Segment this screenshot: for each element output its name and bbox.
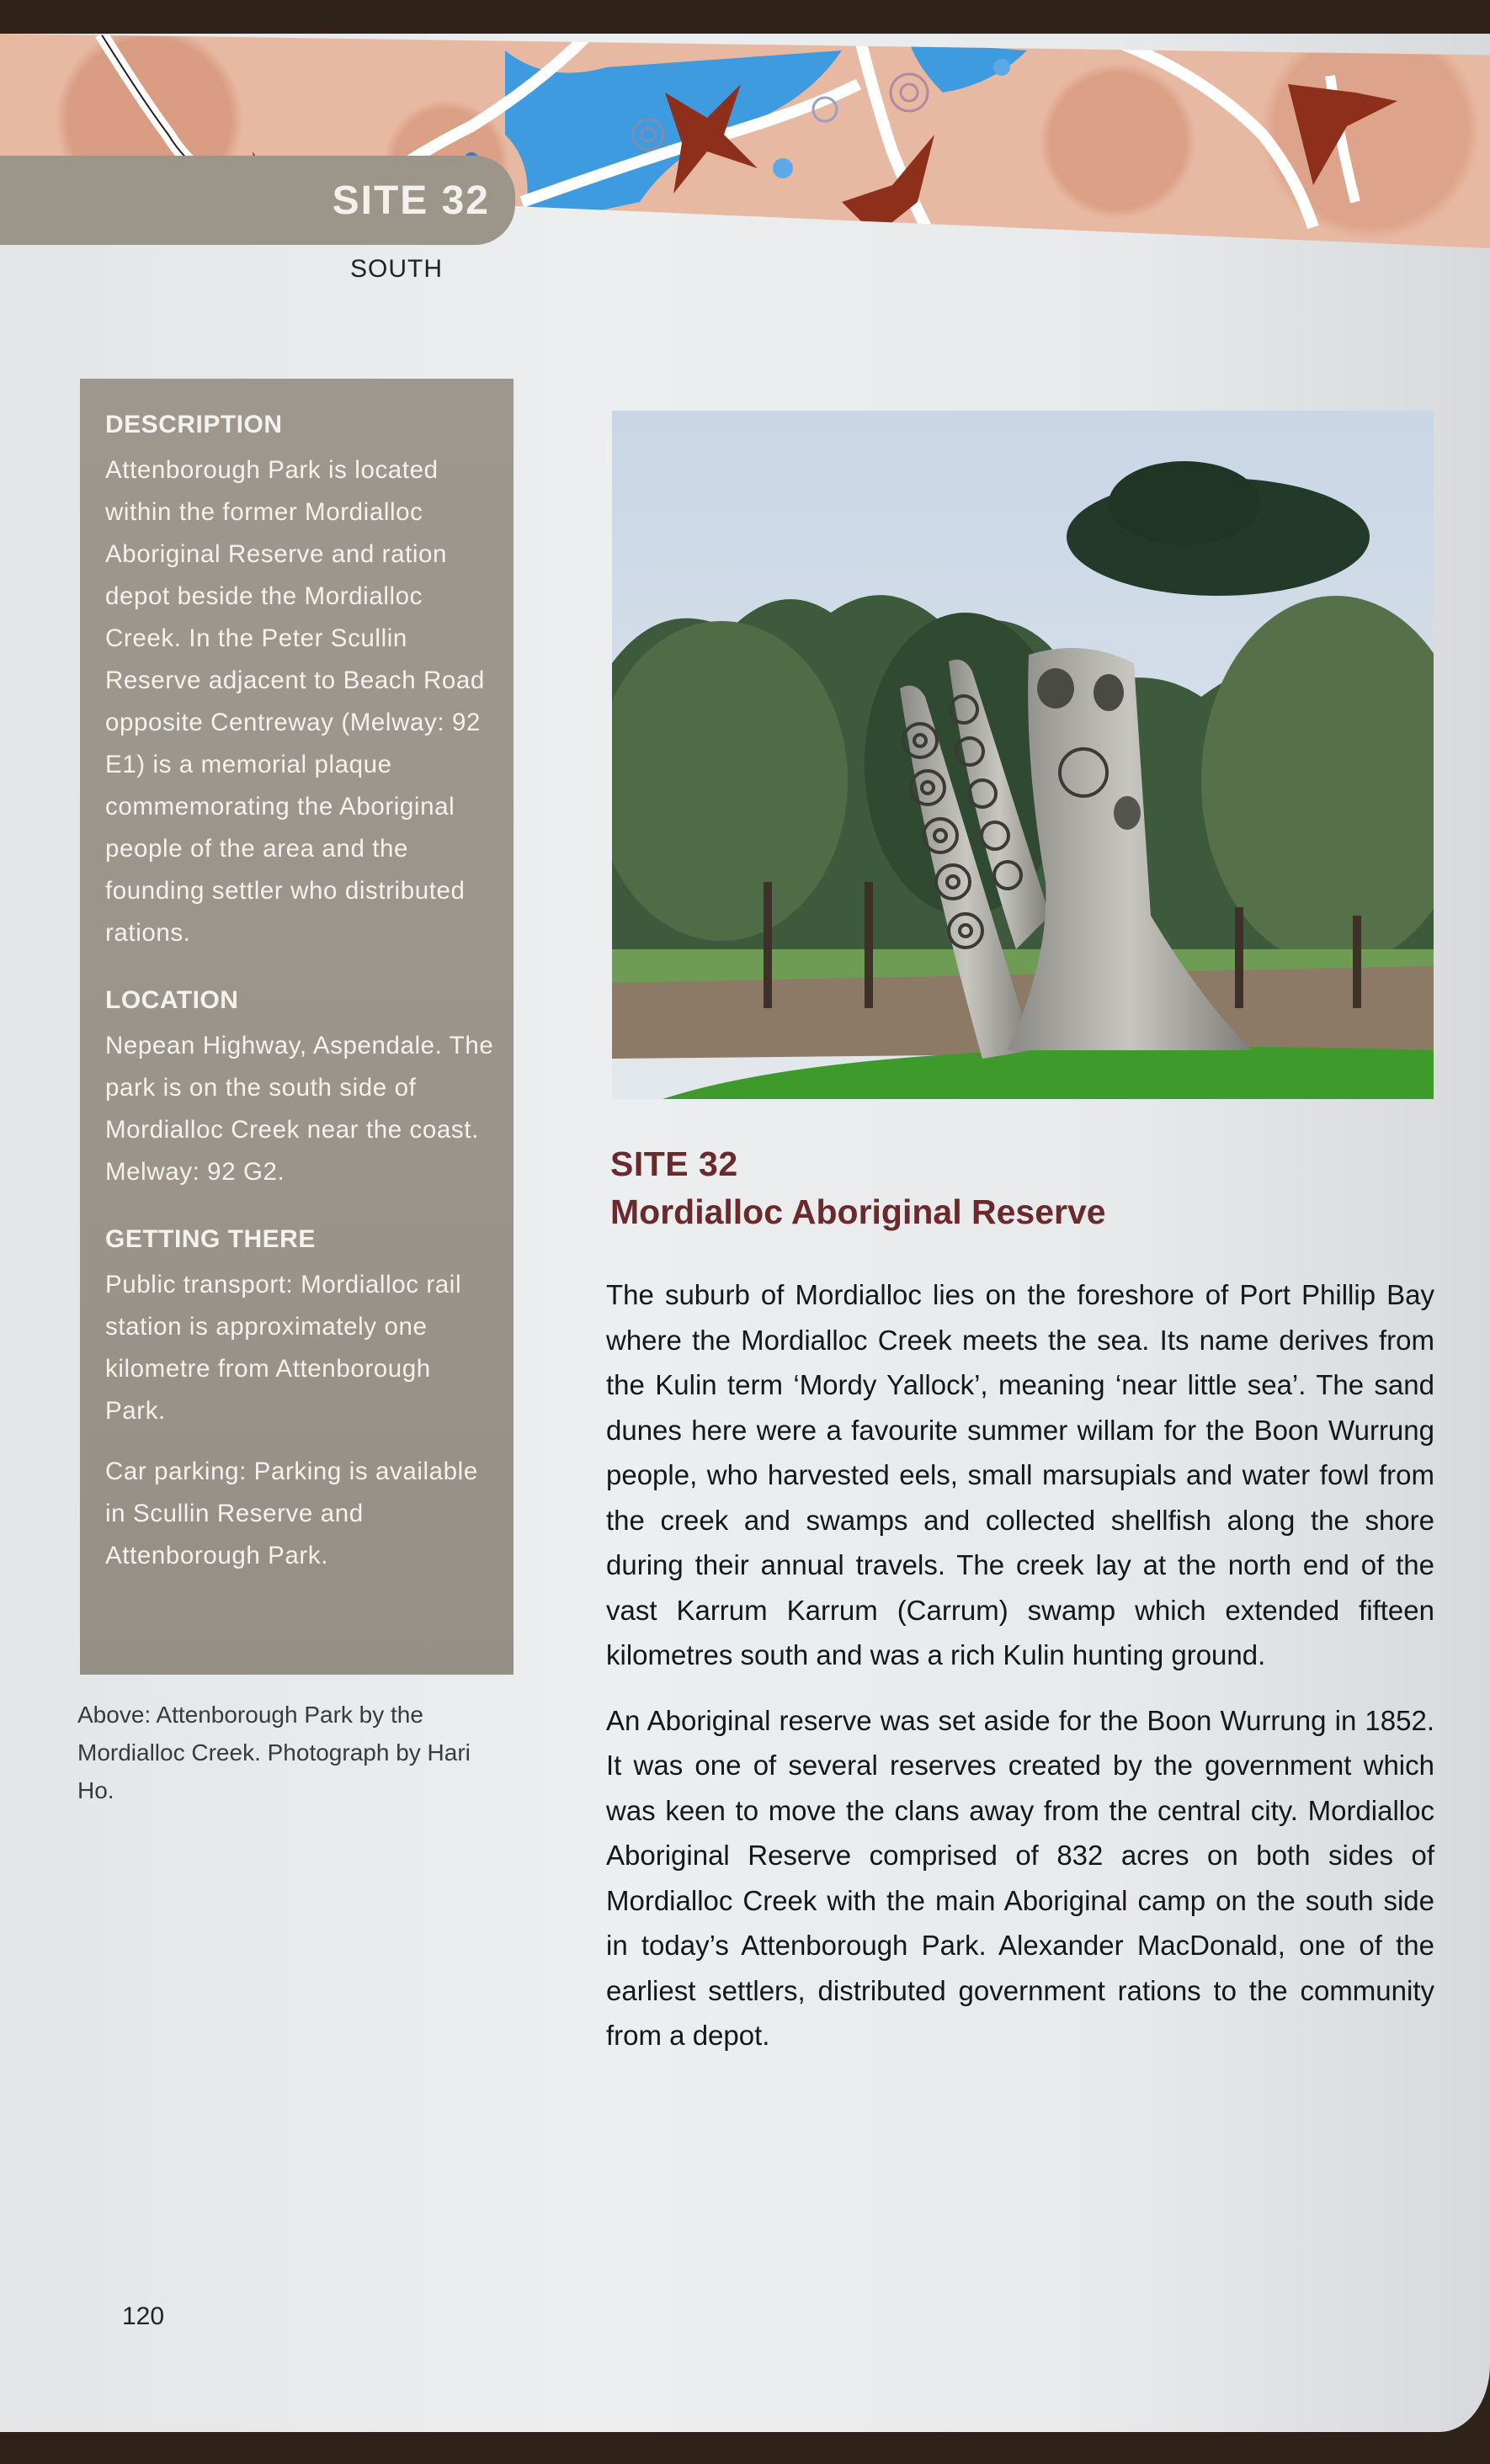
region-label: SOUTH — [350, 255, 443, 283]
photo-caption: Above: Attenborough Park by the Mordialloc Creek. Photograph by Hari Ho. — [77, 1702, 471, 1803]
sculpture-photo-icon — [612, 411, 1434, 1099]
description-section — [105, 411, 495, 954]
public-transport-text: Public transport: Mordialloc rail station is approximately one kilometre from Attenborough Park. — [105, 1271, 462, 1425]
location-heading: LOCATION — [105, 986, 239, 1014]
article-site-label: SITE 32 — [610, 1144, 738, 1183]
article-paragraph: The suburb of Mordialloc lies on the foreshore of Port Phillip Bay where the Mordialloc Creek meets the sea. Its name derives from the Kulin term ‘Mordy Yallock’, meaning ‘near little sea’. The sand dunes here were a favourite summer willam for the Boon Wurrung people, who harvested eels, small marsupials and water fowl from the creek and swamps and collected shellfish along the shore during their annual travels. The creek lay at the north end of the vast Karrum Karrum (Carrum) swamp which extended fifteen kilometres south and was a rich Kulin hunting ground. — [606, 1279, 1434, 1670]
article-title: Mordialloc Aboriginal Reserve — [610, 1192, 1106, 1231]
info-sidebar — [80, 379, 514, 1675]
location-section — [105, 986, 495, 1193]
site-tab-label: SITE 32 — [332, 178, 490, 223]
car-parking-text: Car parking: Parking is available in Scullin Reserve and Attenborough Park. — [105, 1458, 478, 1569]
getting-there-section — [105, 1225, 495, 1577]
article-paragraph: An Aboriginal reserve was set aside for the Boon Wurrung in 1852. It was one of several reserves created by the government which was keen to move the clans away from the central city. Mordialloc Aboriginal Reserve comprised of 832 acres on both sides of Mordialloc Creek with the main Aboriginal camp on the south side in today’s Attenborough Park. Alexander MacDonald, one of the earliest settlers, distributed government rations to the community from a depot. — [606, 1704, 1434, 2051]
getting-there-heading: GETTING THERE — [105, 1225, 316, 1253]
article-body — [606, 1272, 1434, 2079]
description-heading: DESCRIPTION — [105, 411, 283, 438]
park-sculpture-photo — [612, 411, 1434, 1099]
page-number: 120 — [122, 2302, 165, 2330]
site-number-tab — [0, 156, 515, 245]
location-text: Nepean Highway, Aspendale. The park is on the south side of Mordialloc Creek near the coast. Melway: 92 G2. — [105, 1032, 494, 1186]
book-page — [0, 34, 1490, 2432]
description-text: Attenborough Park is located within the former Mordialloc Aboriginal Reserve and ration depot beside the Mordialloc Creek. In the Peter Scullin Reserve adjacent to Beach Road opposite Centreway (Melway: 92 E1) is a memorial plaque commemorating the Aboriginal people of the area and the founding settler who distributed rations. — [105, 456, 485, 947]
